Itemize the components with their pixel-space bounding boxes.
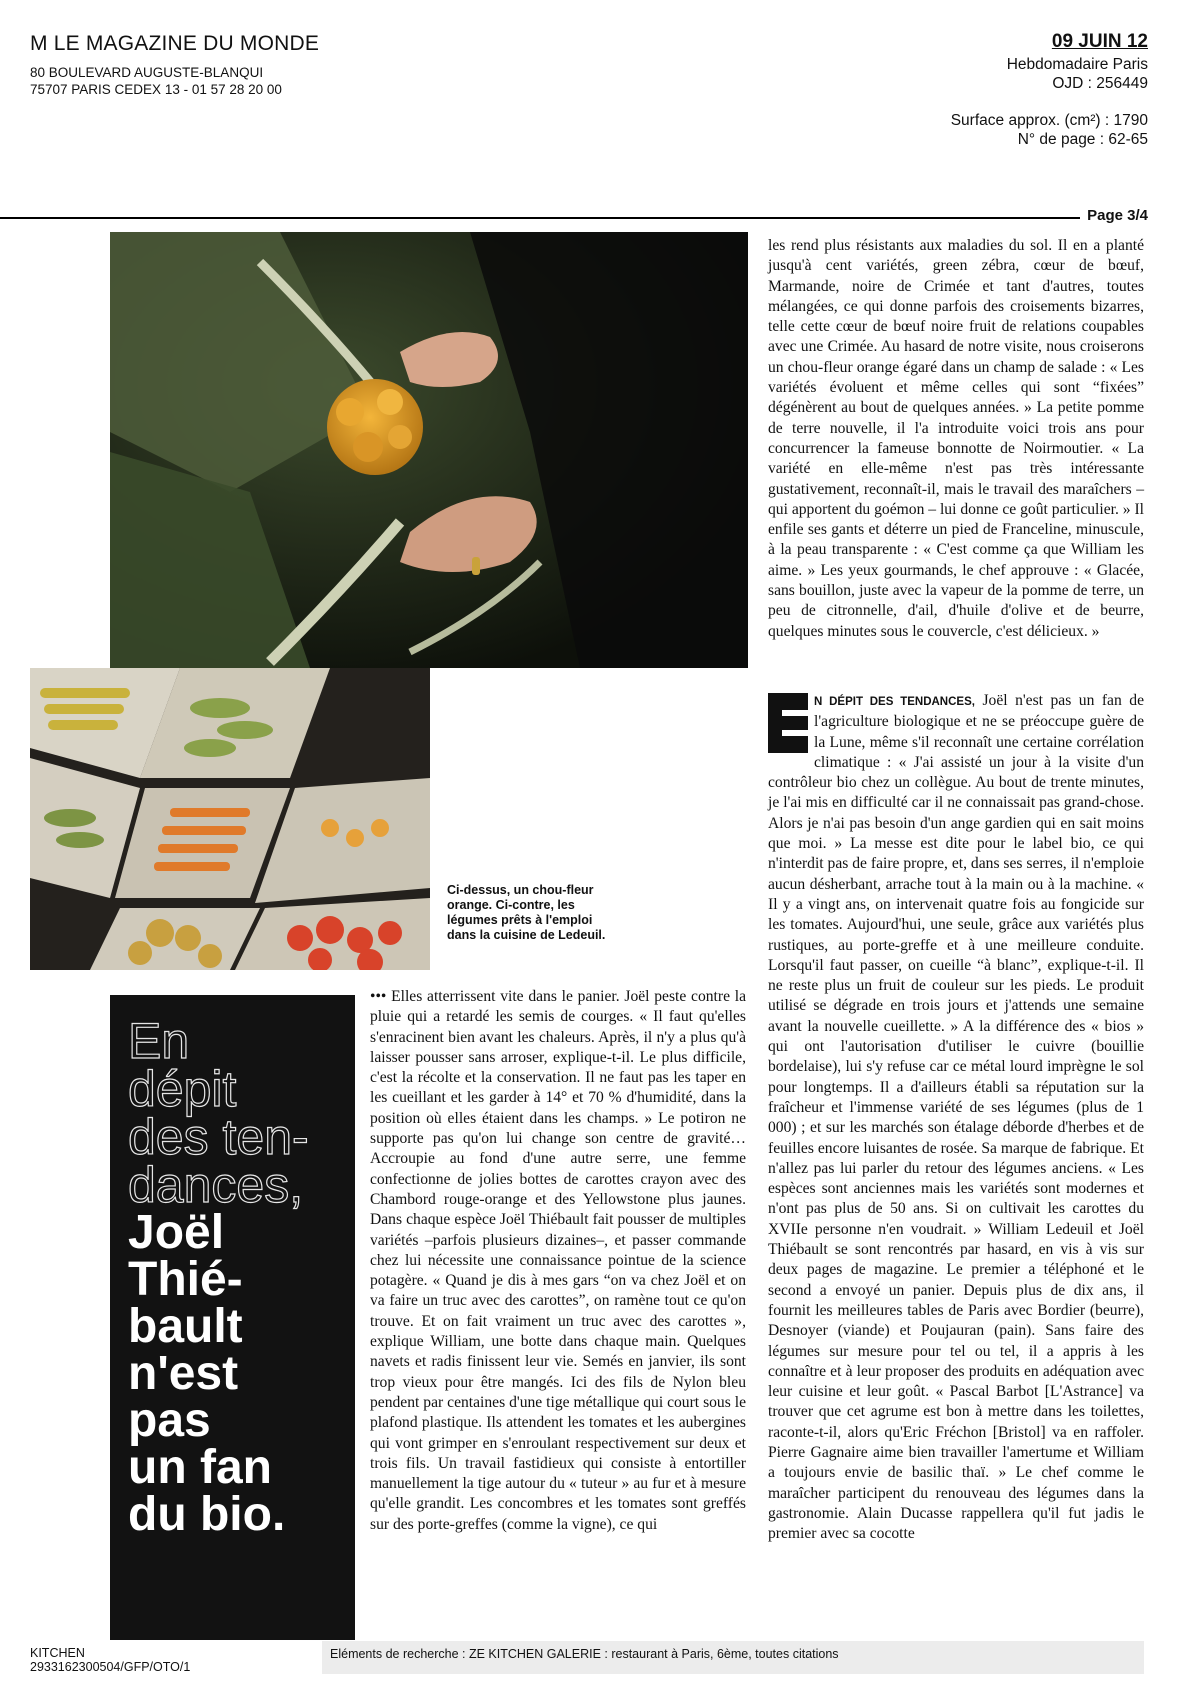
vegetable-crates-illustration — [30, 668, 430, 970]
surface-area: Surface approx. (cm²) : 1790 — [950, 112, 1148, 129]
article-paragraph: Joël n'est pas un fan de l'agriculture biologique et ne se préoccupe guère de la Lune, même s'il reconnaît une certaine corrélation climatique : « J'ai assisté un jour à la visite d'un contrôleur bio chez un collègue. Au bout de trente minutes, je l'ai mis en difficulté car il ne connaissait pas grand-chose. Alors je n'ai pas besoin d'un ange gardien qui en sait moins que moi. » La messe est dite pour le label bio, ce qui n'interdit pas de faire propre, et, dans ses serres, il n'emploie aucun désherbant, arrache tout à la main ou à la machine. « Il y a vingt ans, on intervenait quatre fois au fongicide sur les tomates. Aujourd'hui, une seule, grâce aux variétés plus rustiques, au porte-greffe et à une meilleure conduite. Lorsqu'il faut passer, on cueille “à blanc”, explique-t-il. Il ne reste plus un fruit de couleur sur les pieds. Le produit utilisé se dégrade en trois jours et j'attends une semaine avant la nouvelle cueillette. » A la différence des « bios » qui ont l'autorisation d'utiliser le cuivre (bouillie bordelaise), lui s'y refuse car ce métal lourd imprègne le sol pour longtemps. Il a d'ailleurs établi sa réputation sur la fraîcheur et l'immense variété de ses légumes (plus de 1 000) ; et sur les marchés son étalage déborde d'herbes et de feuilles encore luisantes de rosée. Sa marque de fabrique. Et n'allez pas lui parler du retour des légumes anciens. « Les espèces sont anciennes mais les variétés sont modernes et n'ont pas plus de 50 ans. Si on cultivait les carottes du XVIIe personne n'en voudrait. » William Ledeuil et Joël Thiébault se sont rencontrés par hasard, en vis à vis sur deux pages de magazine. Le premier a téléphoné et le second a envoyé un panier. Depuis plus de dix ans, il fournit les meilleures tables de Paris avec Bordier (beurre), Desnoyer (viande) et Poujauran (pain). Sans faire des légumes sur mesure pour tel ou tel, il a appris à les connaître et à leur proposer des produits en adéquation avec leur cuisine et leur goût. « Pascal Barbot [L'Astrance] va trouver que cet agrume est bon à mettre dans les toilettes, raconte-t-il, alors qu'Eric Fréchon [Bristol] va en raffoler. Pierre Gagnaire aime bien travailler l'amertume et William a toujours envie de basilic thaï. » Le chef comme le maraîcher participent du renouveau des légumes dans la gastronomie. Alain Ducasse rappellera qu'il fut jadis le premier avec sa cocotte — [768, 692, 1144, 1543]
article-column-right-top — [768, 236, 1144, 642]
print-info — [951, 111, 1148, 149]
article-paragraph: ••• Elles atterrissent vite dans le panier. Joël peste contre la pluie qui a retardé les semis de courges. « Il faut qu'elles s'enracinent bien avant les chaleurs. Après, il n'y a plus qu'à laisser pousser sans arroser, explique-t-il. Le plus difficile, c'est la récolte et la conservation. Il ne faut pas les taper en les cueillant et les garder à 14° et 70 % d'humidité, dans la position où elles étaient dans les champs. » Le potiron ne supporte pas qu'on lui change son centre de gravité… Accroupie au fond d'une autre serre, une femme confectionne de jolies bottes de carottes crayon avec des Chambord rouge-orange et des Yellowstone plus jaunes. Dans chaque espèce Joël Thiébault fait pousser de multiples variétés –parfois plusieurs dizaines–, et passer commande chez lui nécessite une connaissance pointue de la science potagère. « Quand je dis à mes gars “on va chez Joël et on va faire un truc avec des carottes”, on ramène tout ce qu'on trouve. Et on fait vraiment un truc avec des carottes », explique William, une botte dans chaque main. Quelques navets et radis finissent leur vie. Semés en janvier, ils sont trop vieux pour être mangés. Ici des fils de Nylon bleu pendent par centaines d'une tige métallique qui court sous le plafond plastique. Ils attendent les tomates et les aubergines qui vont grimper en s'enroulant respectivement sur deux et trois fils. Un travail fastidieux qui consiste à entortiller manuellement la tige autour du « tuteur » au fur et à mesure qu'elle grandit. Les concombres et les tomates sont greffés sur des porte-greffes (comme la vigne), ce qui — [370, 988, 746, 1533]
pull-quote-bold-4: n'est — [128, 1347, 239, 1400]
issue-info — [1007, 32, 1148, 93]
header-rule — [0, 217, 1080, 219]
pull-quote-bold-3: bault — [128, 1300, 243, 1353]
address-line-2: 75707 PARIS CEDEX 13 - 01 57 28 20 00 — [30, 82, 282, 97]
pull-quote-light-4: dances, — [128, 1157, 304, 1213]
article-paragraph: les rend plus résistants aux maladies du sol. Il en a planté jusqu'à cent variétés, green zébra, cœur de bœuf, Marmande, noire de Crimée et tant d'autres, toutes mélangées, ce qui donne parfois des croisements bizarres, telle cette cœur de bœuf noire fruit de relations coupables avec une Crimée. Au hasard de notre visite, nous croiserons un chou-fleur orange égaré dans un champ de salade : « Les variétés évoluent et même celles qui sont “fixées” dégénèrent au bout de quelques années. » La petite pomme de terre nouvelle, il l'a introduite voici trois ans pour concurrencer la fameuse bonnotte de Noirmoutier. « La variété en elle-même n'est pas très intéressante gustativement, reconnaît-il, mais le travail des maraîchers – qui apportent du goémon – lui donne ce goût particulier. » Il enfile ses gants et déterre un pied de Franceline, minuscule, à la peau transparente : « C'est comme ça que William les aime. » Les yeux gourmands, le chef approuve : « Glacée, sans bouillon, juste avec la vapeur de la pomme de terre, un peu de citronnelle, d'ail, d'huile d'olive et de beurre, quelques minutes sous le couvercle, c'est délicieux. » — [768, 237, 1144, 640]
issue-date: 09 JUIN 12 — [1051, 31, 1148, 52]
ojd-count: OJD : 256449 — [1052, 75, 1148, 92]
footer-code — [30, 1646, 190, 1674]
publication-address — [30, 64, 282, 98]
pull-quote-bold-7: du bio. — [128, 1488, 286, 1541]
cauliflower-illustration — [110, 232, 748, 668]
photo-caption: Ci-dessus, un chou-fleur orange. Ci-contre, les légumes prêts à l'emploi dans la cuisine de Ledeuil. — [447, 883, 606, 942]
pull-quote-bold-6: un fan — [128, 1441, 272, 1494]
publication-title: M LE MAGAZINE DU MONDE — [30, 32, 320, 55]
footer-code-line-1: KITCHEN — [30, 1646, 85, 1660]
article-column-right-bottom — [768, 691, 1144, 1544]
issue-frequency: Hebdomadaire Paris — [1006, 56, 1148, 73]
page-indicator: Page 3/4 — [1081, 207, 1148, 224]
address-line-1: 80 BOULEVARD AUGUSTE-BLANQUI — [30, 65, 264, 80]
article-column-middle — [370, 987, 746, 1535]
footer-code-line-2: 2933162300504/GFP/OTO/1 — [30, 1660, 191, 1674]
pull-quote — [110, 995, 355, 1640]
pull-quote-bold-1: Joël — [128, 1206, 225, 1259]
pull-quote-bold-5: pas — [128, 1394, 211, 1447]
pull-quote-light-3: des ten- — [128, 1109, 309, 1165]
section-lead: N DÉPIT DES TENDANCES, — [814, 696, 975, 708]
pull-quote-light-1: En — [128, 1013, 190, 1069]
vegetable-crates-photo — [30, 668, 430, 970]
cauliflower-photo — [110, 232, 748, 668]
pull-quote-light-2: dépit — [128, 1061, 237, 1117]
search-elements-box: Eléments de recherche : ZE KITCHEN GALERIE : restaurant à Paris, 6ème, toutes citations — [322, 1641, 1144, 1674]
drop-cap — [768, 693, 808, 753]
page-range: N° de page : 62-65 — [1017, 131, 1148, 148]
pull-quote-bold-2: Thié- — [128, 1253, 243, 1306]
